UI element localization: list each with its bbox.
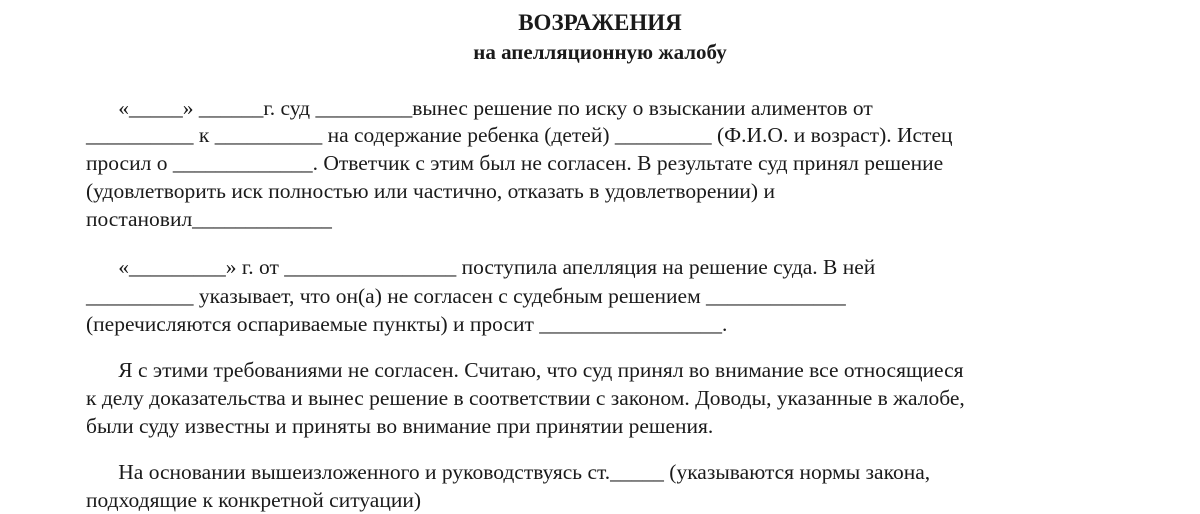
paragraph-1-line-4: (удовлетворить иск полностью или частично, отказать в удовлетворении) и	[86, 179, 775, 203]
document-title: ВОЗРАЖЕНИЯ	[518, 10, 682, 35]
paragraph-1-line-2: __________ к __________ на содержание ребенка (детей) _________ (Ф.И.О. и возраст). Истец	[86, 123, 953, 147]
paragraph-4-line-2: подходящие к конкретной ситуации)	[86, 488, 421, 512]
paragraph-4-line-1: На основании вышеизложенного и руководствуясь ст._____ (указываются нормы закона,	[86, 460, 931, 484]
paragraph-2-line-2: __________ указывает, что он(а) не согласен с судебным решением _____________	[86, 284, 846, 308]
paragraph-2-line-3: (перечисляются оспариваемые пункты) и просит _________________.	[86, 312, 728, 336]
paragraph-1-line-5: постановил_____________	[86, 207, 332, 231]
paragraph-1-line-1: «_____» ______г. суд _________вынес решение по иску о взыскании алиментов от	[86, 96, 873, 120]
paragraph-3-line-3: были суду известны и приняты во внимание при принятии решения.	[86, 414, 714, 438]
paragraph-3-line-2: к делу доказательства и вынес решение в соответствии с законом. Доводы, указанные в жалобе,	[86, 386, 965, 410]
paragraph-2-line-1: «_________» г. от ________________ поступила апелляция на решение суда. В ней	[86, 255, 876, 279]
paragraph-3-line-1: Я с этими требованиями не согласен. Считаю, что суд принял во внимание все относящиеся	[86, 358, 964, 382]
document-subtitle: на апелляционную жалобу	[473, 40, 727, 64]
paragraph-1-line-3: просил о _____________. Ответчик с этим был не согласен. В результате суд принял решение	[86, 151, 944, 175]
